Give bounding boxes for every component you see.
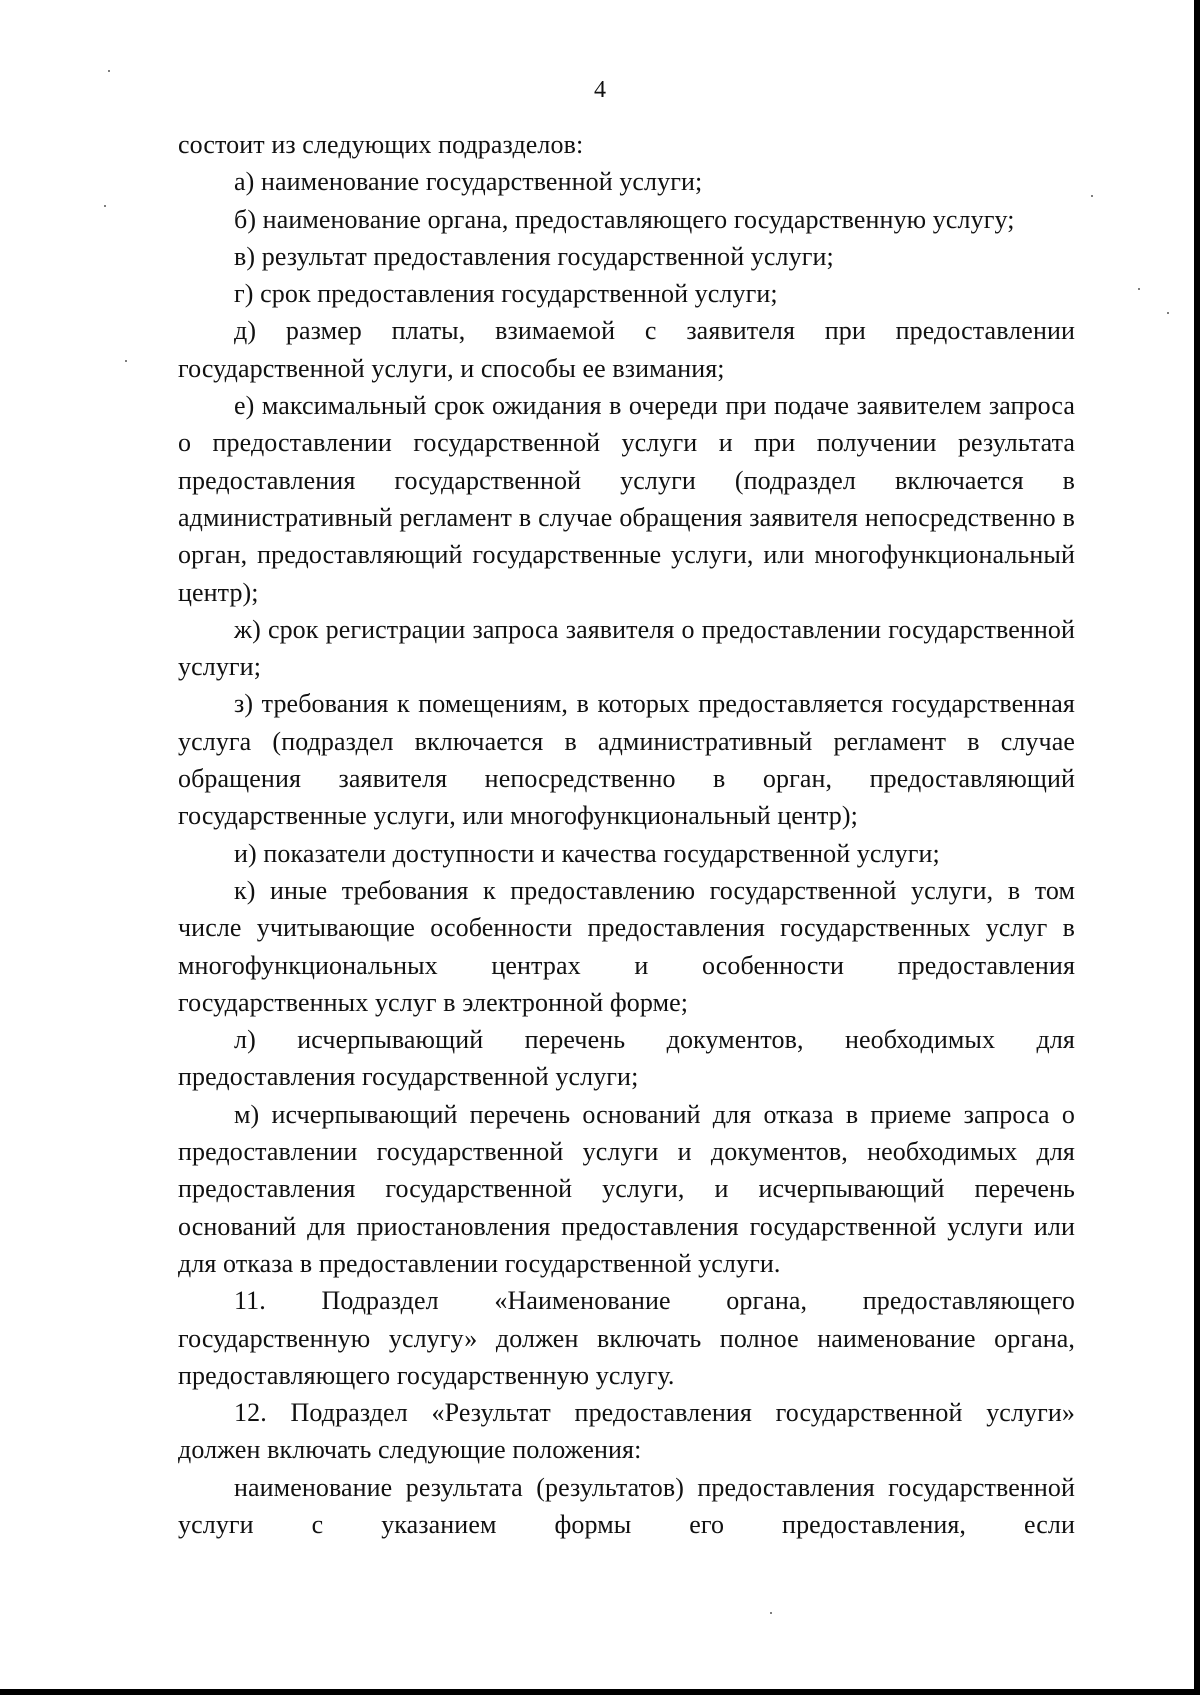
scan-edge-right: [1194, 0, 1200, 1695]
scan-speck: [104, 205, 106, 207]
clause-12: 12. Подраздел «Результат предоставления государственной услуги» должен включать следующие положения:: [178, 1398, 1075, 1465]
list-item-l: л) исчерпывающий перечень документов, необходимых для предоставления государственной услуги;: [178, 1025, 1075, 1092]
list-item-k: к) иные требования к предоставлению государственной услуги, в том числе учитывающие особенности предоставления государственных услуг в многофункциональных центрах и особенности предоставления государственных услуг в электронной форме;: [178, 875, 1075, 1017]
scan-speck: [770, 1612, 772, 1614]
page-number: 4: [594, 77, 606, 103]
scan-speck: [1167, 312, 1169, 314]
list-item-zh: ж) срок регистрации запроса заявителя о предоставлении государственной услуги;: [178, 614, 1075, 682]
list-item-v: в) результат предоставления государственной услуги;: [234, 241, 834, 271]
scan-speck: [1138, 288, 1140, 290]
scan-edge-bottom: [0, 1689, 1200, 1695]
list-item-b: б) наименование органа, предоставляющего государственную услугу;: [234, 204, 1015, 234]
list-item-g: г) срок предоставления государственной услуги;: [234, 279, 778, 309]
list-item-e: е) максимальный срок ожидания в очереди при подаче заявителем запроса о предоставлении государственной услуги и при получении результата предоставления государственной услуги (подраздел включается в административный регламент в случае обращения заявителя непосредственно в орган, предоставляющий государственные услуги, или многофункциональный центр);: [178, 391, 1075, 607]
scan-speck: [125, 360, 127, 362]
list-item-a: а) наименование государственной услуги;: [234, 167, 703, 197]
list-item-d: д) размер платы, взимаемой с заявителя при предоставлении государственной услуги, и способы ее взимания;: [178, 316, 1075, 383]
paragraph-intro: состоит из следующих подразделов:: [178, 130, 584, 159]
list-item-i: и) показатели доступности и качества государственной услуги;: [234, 838, 940, 868]
scan-speck: [1091, 195, 1093, 197]
clause-12-continued: наименование результата (результатов) предоставления государственной услуги с указанием формы его предоставления, если: [178, 1472, 1075, 1539]
list-item-m: м) исчерпывающий перечень оснований для отказа в приеме запроса о предоставлении государственной услуги и документов, необходимых для предоставления государственной услуги, и исчерпывающий перечень оснований для приостановления предоставления государственной услуги или для отказа в предоставлении государственной услуги.: [178, 1099, 1075, 1278]
list-item-z: з) требования к помещениям, в которых предоставляется государственная услуга (подраздел включается в административный регламент в случае обращения заявителя непосредственно в орган, предоставляющий государственные услуги, или многофункциональный центр);: [178, 689, 1075, 831]
clause-11: 11. Подраздел «Наименование органа, предоставляющего государственную услугу» должен включать полное наименование органа, предоставляющего государственную услугу.: [178, 1286, 1075, 1390]
scan-speck: [108, 70, 110, 72]
document-body: [178, 126, 1075, 1543]
